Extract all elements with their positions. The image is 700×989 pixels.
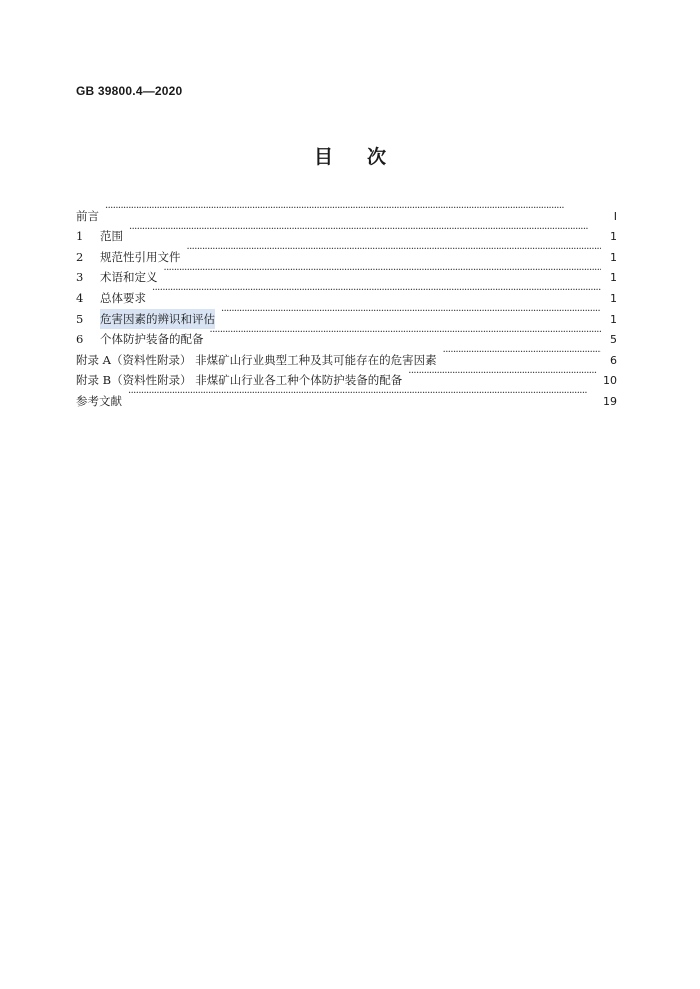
toc-entry-page: Ⅰ — [613, 209, 617, 223]
toc-entry-label: 危害因素的辨识和评估 — [100, 309, 215, 330]
toc-entry-page: 6 — [610, 353, 617, 367]
toc-entry-page: 1 — [610, 291, 617, 305]
toc-entry-4[interactable] — [76, 281, 617, 305]
toc-entry-page: 1 — [610, 250, 617, 264]
toc-entry-label: 总体要求 — [100, 290, 146, 305]
leader-dots — [129, 220, 601, 241]
toc-entry-page: 1 — [610, 230, 617, 244]
toc-entry-label: 附录 A（资料性附录） 非煤矿山行业典型工种及其可能存在的危害因素 — [76, 352, 437, 367]
document-code: GB 39800.4—2020 — [76, 84, 183, 98]
toc-entry-label: 前言 — [76, 208, 99, 223]
toc-entry-label: 规范性引用文件 — [100, 249, 181, 264]
toc-entry-page: 19 — [603, 394, 617, 408]
toc-entry-label: 范围 — [100, 229, 123, 244]
toc-entry-references[interactable] — [76, 384, 617, 408]
toc-entry-number: 2 — [76, 249, 84, 264]
toc-entry-number: 1 — [76, 229, 84, 244]
leader-dots — [105, 199, 601, 220]
toc-entry-label: 附录 B（资料性附录） 非煤矿山行业各工种个体防护装备的配备 — [76, 373, 403, 388]
leader-dots — [187, 240, 602, 261]
toc-entry-2[interactable] — [76, 240, 617, 264]
toc-entry-preface[interactable] — [76, 199, 617, 223]
leader-dots — [128, 384, 597, 405]
toc-entry-page: 1 — [610, 312, 617, 326]
toc-title: 目次 — [313, 146, 420, 168]
toc-entry-label: 个体防护装备的配备 — [100, 332, 204, 347]
toc-entry-page: 1 — [610, 271, 617, 285]
table-of-contents — [76, 199, 617, 408]
leader-dots — [152, 281, 601, 302]
toc-entry-number: 5 — [76, 311, 84, 326]
toc-entry-number: 6 — [76, 332, 84, 347]
leader-dots — [443, 343, 601, 364]
toc-entry-5[interactable] — [76, 302, 617, 326]
toc-entry-page: 10 — [603, 374, 617, 388]
leader-dots — [408, 364, 597, 385]
toc-entry-number: 4 — [76, 290, 84, 305]
toc-entry-number: 3 — [76, 270, 84, 285]
toc-entry-label: 术语和定义 — [100, 270, 158, 285]
toc-entry-page: 5 — [610, 333, 617, 347]
toc-entry-label: 参考文献 — [76, 393, 122, 408]
leader-dots — [164, 261, 602, 282]
leader-dots — [210, 323, 602, 344]
leader-dots — [221, 302, 601, 323]
toc-entry-1[interactable] — [76, 220, 617, 244]
